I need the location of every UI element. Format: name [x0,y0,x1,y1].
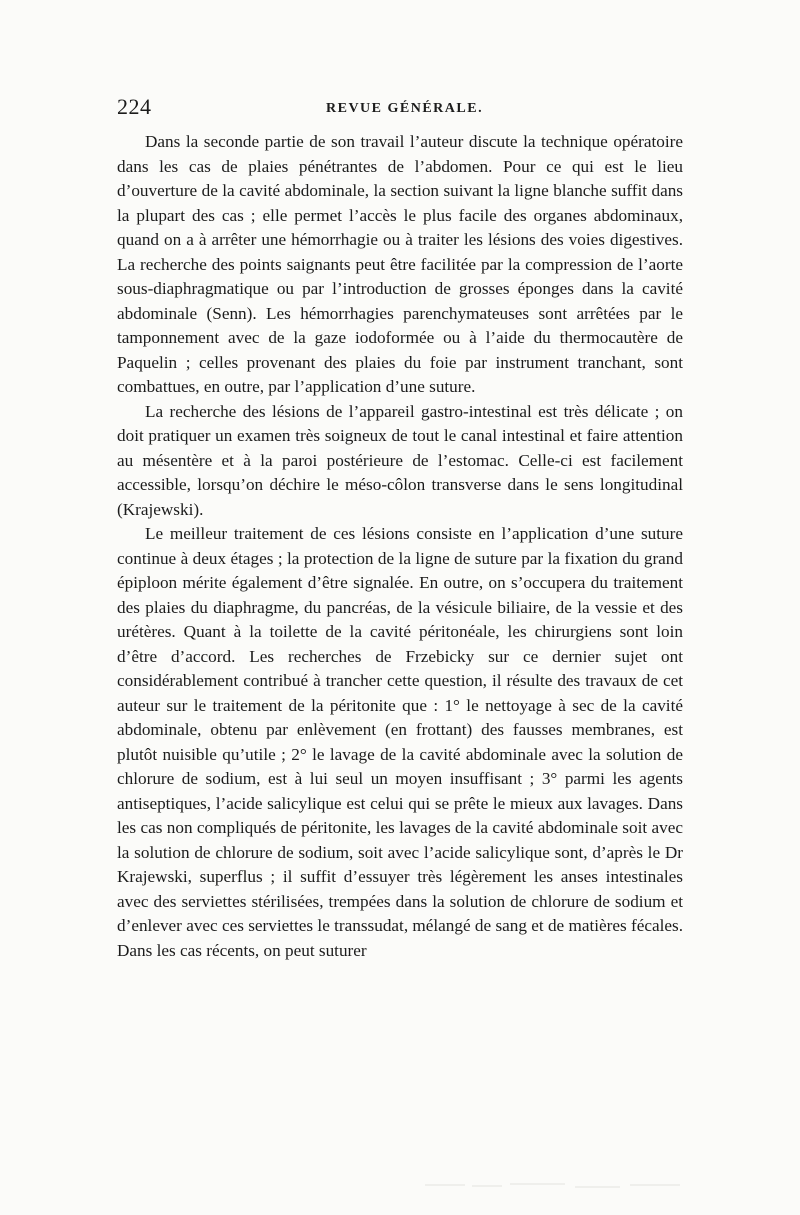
body-text [117,130,683,963]
page-number: 224 [117,94,152,119]
bleed-through-marks [0,1180,800,1215]
page-header [117,94,687,124]
paragraph-gastro-intestinal-lesions: La recherche des lésions de l’appareil gastro-intestinal est très délicate ; on doit pratiquer un examen très soigneux de tout le canal intestinal et faire attention au mésentère et à la paroi postérieure de l’estomac. Celle-ci est facilement accessible, lorsqu’on déchire le méso-côlon transverse dans le sens longitudinal (Krajewski). [117,401,683,519]
running-title: REVUE GÉNÉRALE. [326,101,484,116]
paragraph-surgical-technique: Dans la seconde partie de son travail l’auteur discute la technique opératoire dans les cas de plaies pénétrantes de l’abdomen. Pour ce qui est le lieu d’ouverture de la cavité abdominale, la section suivant la ligne blanche suffit dans la plupart des cas ; elle permet l’accès le plus facile des organes abdominaux, quand on a à arrêter une hémorrhagie ou à traiter les lésions des voies digestives. La recherche des points saignants peut être facilitée par la compression de l’aorte sous-diaphragmatique ou par l’introduction de grosses éponges dans la cavité abdominale (Senn). Les hémorrhagies parenchymateuses sont arrêtées par le tamponnement avec de la gaze iodoformée ou à l’aide du thermocautère de Paquelin ; celles provenant des plaies du foie par instrument tranchant, sont combattues, en outre, par l’application d’une suture. [117,132,683,396]
paragraph-treatment: Le meilleur traitement de ces lésions consiste en l’application d’une suture continue à deux étages ; la protection de la ligne de suture par la fixation du grand épiploon mérite également d’être signalée. En outre, on s’occupera du traitement des plaies du diaphragme, du pancréas, de la vésicule biliaire, de la vessie et des urétères. Quant à la toilette de la cavité péritonéale, les chirurgiens sont loin d’être d’accord. Les recherches de Frzebicky sur ce dernier sujet ont considérablement contribué à trancher cette question, il résulte des travaux de cet auteur sur le traitement de la péritonite que : 1° le nettoyage à sec de la cavité abdominale, obtenu par enlèvement (en frottant) des fausses membranes, est plutôt nuisible qu’utile ; 2° le lavage de la cavité abdominale avec la solution de chlorure de sodium, est à lui seul un moyen insuffisant ; 3° parmi les agents antiseptiques, l’acide salicylique est celui qui se prête le mieux aux lavages. Dans les cas non compliqués de péritonite, les lavages de la cavité abdominale soit avec la solution de chlorure de sodium, soit avec l’acide salicylique sont, d’après le Dr Krajewski, superflus ; il suffit d’essuyer très légèrement les anses intestinales avec des serviettes stérilisées, trempées dans la solution de chlorure de sodium et d’enlever avec ces serviettes le transsudat, mélangé de sang et de matières fécales. Dans les cas récents, on peut suturer [117,524,683,960]
